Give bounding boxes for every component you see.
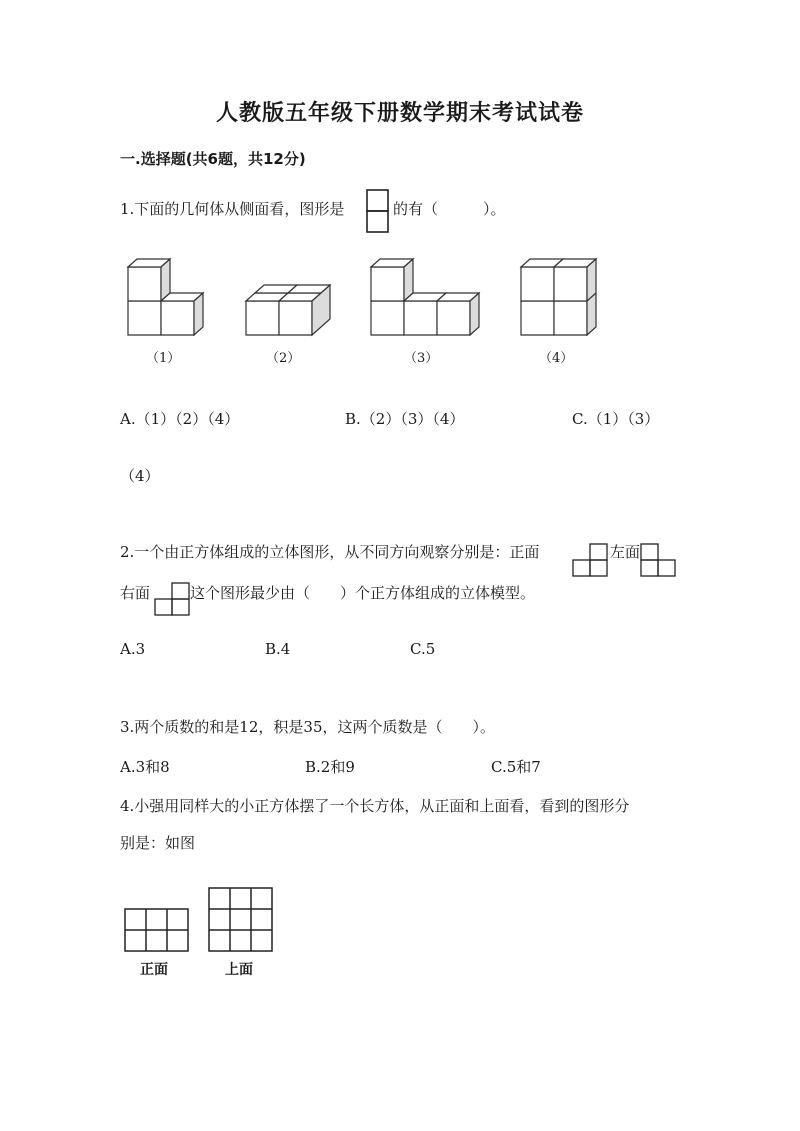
- q1-side-view-icon: [366, 189, 390, 233]
- q3-option-a[interactable]: A.3和8: [120, 758, 170, 776]
- q4-front-view-figure: [124, 908, 190, 952]
- page-title: 人教版五年级下册数学期末考试试卷: [215, 100, 584, 126]
- q4-top-view-figure: [208, 887, 274, 953]
- q1-option-c-continued: （4）: [120, 467, 160, 485]
- q2-option-b[interactable]: B.4: [265, 640, 291, 658]
- q1-figure-4: [521, 259, 601, 337]
- q1-figure-label-2: （2）: [266, 351, 301, 366]
- q1-text-before: 1.下面的几何体从侧面看，图形是: [120, 200, 345, 218]
- q1-figure-label-4: （4）: [539, 351, 574, 366]
- q1-option-c[interactable]: C.（1）（3）: [572, 410, 660, 428]
- q2-left-label: 左面: [610, 543, 641, 561]
- q2-right-view-icon: [154, 582, 192, 616]
- q3-option-b[interactable]: B.2和9: [305, 758, 355, 776]
- q4-caption-front: 正面: [140, 962, 168, 978]
- q1-option-b[interactable]: B.（2）（3）（4）: [345, 410, 465, 428]
- q2-front-view-icon: [572, 543, 610, 577]
- q1-figure-3: [371, 259, 483, 337]
- q2-line2: 这个图形最少由（ ）个正方体组成的立体模型。: [190, 584, 536, 602]
- q4-line1: 4.小强用同样大的小正方体摆了一个长方体，从正面和上面看，看到的图形分: [120, 797, 630, 815]
- q1-figure-label-1: （1）: [146, 351, 181, 366]
- q3-option-c[interactable]: C.5和7: [491, 758, 541, 776]
- q2-option-a[interactable]: A.3: [120, 640, 146, 658]
- q1-figure-1: [128, 259, 208, 337]
- section-heading: 一.选择题(共6题，共12分): [120, 150, 306, 168]
- q4-caption-top: 上面: [225, 962, 253, 978]
- q2-right-label: 右面: [120, 584, 151, 602]
- q2-left-view-icon: [640, 543, 678, 577]
- q1-figure-2: [246, 282, 330, 338]
- q1-text-after: 的有（ ）。: [393, 200, 506, 218]
- q2-line1: 2.一个由正方体组成的立体图形，从不同方向观察分别是：正面: [120, 543, 540, 561]
- q2-option-c[interactable]: C.5: [410, 640, 436, 658]
- q3-text: 3.两个质数的和是12，积是35，这两个质数是（ ）。: [120, 718, 495, 736]
- q4-line2: 别是：如图: [120, 834, 196, 852]
- q1-option-a[interactable]: A.（1）（2）（4）: [120, 410, 240, 428]
- q1-figure-label-3: （3）: [404, 351, 439, 366]
